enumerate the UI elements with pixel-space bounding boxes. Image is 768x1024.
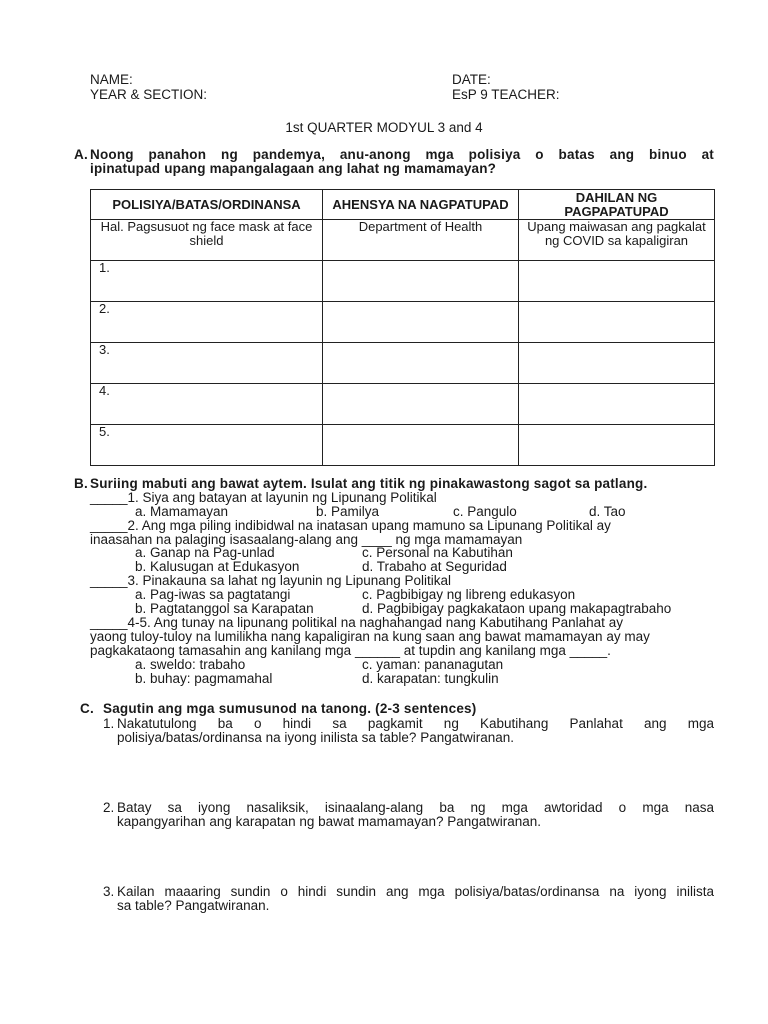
q2-option-d: d. Trabaho at Seguridad xyxy=(362,559,507,574)
q1-option-b: b. Pamilya xyxy=(316,504,380,519)
q4-option-c: c. yaman: pananagutan xyxy=(362,657,504,672)
q1-option-d: d. Tao xyxy=(589,504,626,519)
q3-option-b: b. Pagtatanggol sa Karapatan xyxy=(135,601,314,616)
name-label: NAME: xyxy=(90,72,133,87)
q1-option-c: c. Pangulo xyxy=(453,504,517,519)
table-header-policy: POLISIYA/BATAS/ORDINANSA xyxy=(91,190,323,220)
reason-cell[interactable] xyxy=(519,261,715,302)
page-title: 1st QUARTER MODYUL 3 and 4 xyxy=(285,120,483,135)
c-question-3-line2: sa table? Pangatwiranan. xyxy=(117,898,270,913)
part-c-letter: C. xyxy=(80,701,94,716)
q3-option-c: c. Pagbibigay ng libreng edukasyon xyxy=(362,587,576,602)
q2-option-a: a. Ganap na Pag-unlad xyxy=(135,545,275,560)
reason-cell[interactable] xyxy=(519,343,715,384)
question-4-line1: _____4-5. Ang tunay na lipunang politikal na naghahangad nang Kabutihang Panlahat ay xyxy=(90,615,623,630)
reason-cell[interactable] xyxy=(519,425,715,466)
table-row xyxy=(91,343,715,384)
row-number[interactable]: 2. xyxy=(91,302,323,343)
c-question-1-line1: Nakatutulong ba o hindi sa pagkamit ng Kabutihang Panlahat ang mga xyxy=(117,716,714,731)
table-row xyxy=(91,425,715,466)
teacher-label: EsP 9 TEACHER: xyxy=(452,87,560,102)
reason-cell[interactable] xyxy=(519,384,715,425)
c-question-1-line2: polisiya/batas/ordinansa na iyong inilista sa table? Pangatwiranan. xyxy=(117,730,515,745)
example-agency: Department of Health xyxy=(323,220,519,261)
agency-cell[interactable] xyxy=(323,302,519,343)
c-question-3-number: 3. xyxy=(103,884,115,899)
example-policy: Hal. Pagsusuot ng face mask at face shield xyxy=(91,220,323,261)
q4-option-d: d. karapatan: tungkulin xyxy=(362,671,499,686)
q1-option-a: a. Mamamayan xyxy=(135,504,229,519)
q2-option-c: c. Personal na Kabutihan xyxy=(362,545,513,560)
question-1: _____1. Siya ang batayan at layunin ng Lipunang Politikal xyxy=(90,490,437,505)
agency-cell[interactable] xyxy=(323,425,519,466)
year-section-label: YEAR & SECTION: xyxy=(90,87,208,102)
example-reason: Upang maiwasan ang pagkalat ng COVID sa kapaligiran xyxy=(519,220,715,261)
row-number[interactable]: 3. xyxy=(91,343,323,384)
question-3: _____3. Pinakauna sa lahat ng layunin ng Lipunang Politikal xyxy=(90,573,452,588)
row-number[interactable]: 5. xyxy=(91,425,323,466)
q2-option-b: b. Kalusugan at Edukasyon xyxy=(135,559,300,574)
q3-option-d: d. Pagbibigay pagkakataon upang makapagtrabaho xyxy=(362,601,672,616)
q4-option-a: a. sweldo: trabaho xyxy=(135,657,246,672)
agency-cell[interactable] xyxy=(323,384,519,425)
part-c-instruction: Sagutin ang mga sumusunod na tanong. (2-3 sentences) xyxy=(103,701,477,716)
c-question-1-number: 1. xyxy=(103,716,115,731)
q3-option-a: a. Pag-iwas sa pagtatangi xyxy=(135,587,291,602)
question-4-line3: pagkakataong tamasahin ang kanilang mga ______ at tupdin ang kanilang mga _____. xyxy=(90,643,611,658)
policy-table xyxy=(90,189,715,466)
agency-cell[interactable] xyxy=(323,343,519,384)
part-a-letter: A. xyxy=(74,147,88,162)
c-question-3-line1: Kailan maaaring sundin o hindi sundin ang mga polisiya/batas/ordinansa na iyong inilista xyxy=(117,884,714,899)
reason-cell[interactable] xyxy=(519,302,715,343)
part-b-instruction: Suriing mabuti ang bawat aytem. Isulat ang titik ng pinakawastong sagot sa patlang. xyxy=(90,476,648,491)
table-row xyxy=(91,261,715,302)
table-row-example xyxy=(91,220,715,261)
date-label: DATE: xyxy=(452,72,491,87)
table-header-agency: AHENSYA NA NAGPATUPAD xyxy=(323,190,519,220)
row-number[interactable]: 4. xyxy=(91,384,323,425)
part-a-question-line2: ipinatupad upang mapangalagaan ang lahat ng mamamayan? xyxy=(90,161,497,176)
table-header-reason: DAHILAN NG PAGPAPATUPAD xyxy=(519,190,715,220)
agency-cell[interactable] xyxy=(323,261,519,302)
c-question-2-line1: Batay sa iyong nasaliksik, isinaalang-alang ba ng mga awtoridad o mga nasa xyxy=(117,800,714,815)
c-question-2-number: 2. xyxy=(103,800,115,815)
question-2-line2: inaasahan na palaging isasaalang-alang ang ____ ng mga mamamayan xyxy=(90,532,523,547)
row-number[interactable]: 1. xyxy=(91,261,323,302)
table-row xyxy=(91,384,715,425)
question-2-line1: _____2. Ang mga piling indibidwal na inatasan upang mamuno sa Lipunang Politikal ay xyxy=(90,518,611,533)
table-row xyxy=(91,302,715,343)
part-b-letter: B. xyxy=(74,476,88,491)
part-a-question-line1: Noong panahon ng pandemya, anu-anong mga polisiya o batas ang binuo at xyxy=(90,147,714,162)
q4-option-b: b. buhay: pagmamahal xyxy=(135,671,273,686)
c-question-2-line2: kapangyarihan ang karapatan ng bawat mamamayan? Pangatwiranan. xyxy=(117,814,542,829)
question-4-line2: yaong tuloy-tuloy na lumilikha nang kapaligiran na kung saan ang bawat mamamayan ay may xyxy=(90,629,650,644)
